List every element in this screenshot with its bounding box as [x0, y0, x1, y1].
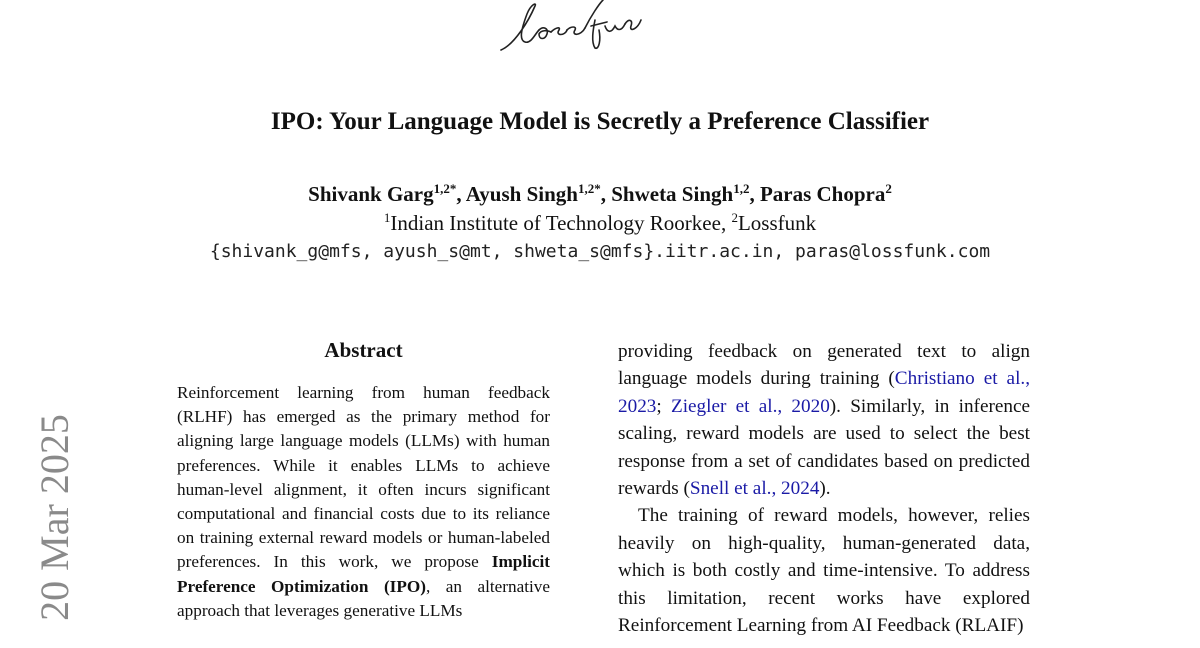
lossfunk-logo	[495, 0, 645, 56]
paper-title: IPO: Your Language Model is Secretly a Preference Classifier	[270, 108, 930, 135]
affiliations	[0, 210, 1200, 236]
author-name: Ayush Singh	[465, 182, 578, 206]
body-text: ).	[819, 478, 831, 500]
abstract-body	[177, 381, 550, 623]
right-column	[618, 338, 1030, 639]
abstract-heading: Abstract	[324, 338, 403, 362]
author-separator: ,	[456, 182, 466, 206]
abstract-text-part: Reinforcement learning from human feedback (RLHF) has emerged as the primary method for aligning large language models (LLMs) with human preferences. While it enables LLMs to achieve human-level alignment, it often incurs significant computational and financial costs due to its reliance on training external reward models or human-labeled preferences. In this work, we propose	[177, 383, 550, 572]
author-emails: {shivank_g@mfs, ayush_s@mt, shweta_s@mfs}.iitr.ac.in, paras@lossfunk.com	[209, 241, 991, 262]
body-paragraph	[618, 338, 1030, 502]
body-text: ;	[656, 395, 671, 417]
abstract-text-part: , an alternative approach that leverages generative LLMs	[177, 576, 550, 620]
author-separator: ,	[600, 182, 612, 206]
author-name: Shweta Singh	[611, 182, 734, 206]
affiliation-separator: ,	[720, 211, 732, 235]
affiliation-name: Indian Institute of Technology Roorkee	[390, 211, 721, 235]
author-name: Paras Chopra	[759, 182, 886, 206]
author-affiliation-marker: 1,2*	[433, 181, 457, 196]
arxiv-date: 20 Mar 2025	[31, 414, 77, 621]
affiliation-marker: 2	[731, 210, 738, 225]
author-name: Shivank Garg	[308, 182, 434, 206]
body-text: ). Similarly, in inference scaling, reward models are used to select the best response from a set of candidates based on predicted rewards (	[618, 395, 1030, 500]
arxiv-date-stamp	[30, 405, 78, 630]
author-affiliation-marker: 1,2	[733, 181, 750, 196]
author-affiliation-marker: 2	[885, 181, 892, 196]
abstract-bold-term: Implicit Preference Optimization (IPO)	[177, 552, 550, 596]
author-separator: ,	[749, 182, 760, 206]
citation-link[interactable]: Snell et al., 2024	[689, 478, 820, 500]
citation-link[interactable]: Christiano et al., 2023	[618, 368, 1030, 417]
affiliation-marker: 1	[383, 210, 391, 225]
body-text: providing feedback on generated text to align language models during training (	[618, 341, 1030, 390]
author-affiliation-marker: 1,2*	[577, 181, 601, 196]
citation-link[interactable]: Ziegler et al., 2020	[670, 395, 830, 417]
body-paragraph: The training of reward models, however, relies heavily on high-quality, human-generated data, which is both costly and time-intensive. To address this limitation, recent works have explored Reinforcement Learning from AI Feedback (RLAIF)	[618, 505, 1030, 637]
author-list	[0, 181, 1200, 207]
affiliation-name: Lossfunk	[737, 211, 817, 235]
left-column	[177, 338, 550, 623]
